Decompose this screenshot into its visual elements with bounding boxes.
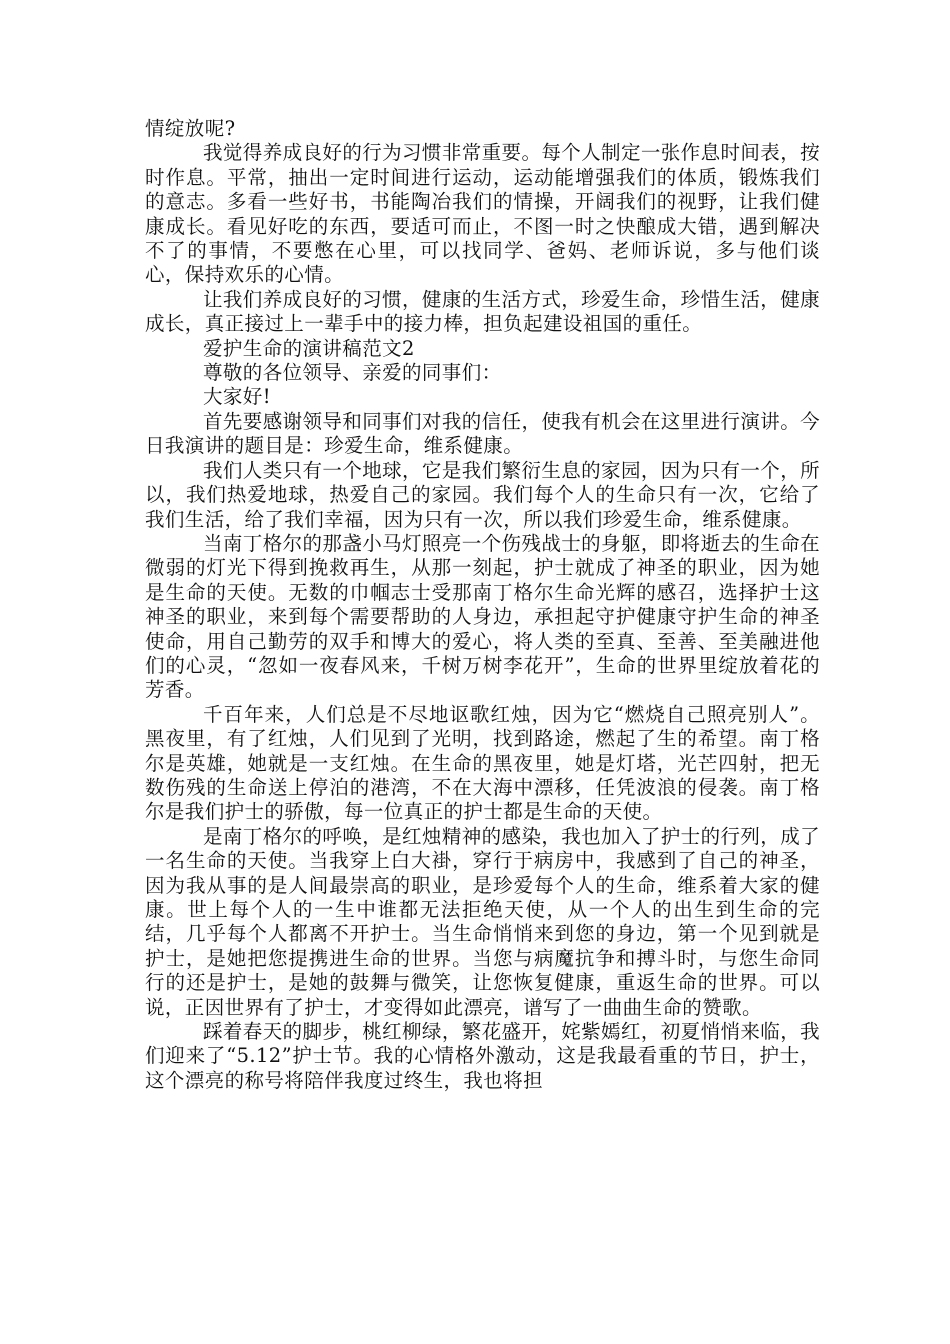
section-heading: 爱护生命的演讲稿范文2: [203, 336, 415, 360]
paragraph: 千百年来，人们总是不尽地讴歌红烛，因为它“燃烧自己照亮别人”。黑夜里，有了红烛，人们见到了光明，找到路途，燃起了生的希望。南丁格尔是英雄，她就是一支红烛。在生命的黑夜里，她是灯塔，光芒四射，把无数伤残的生命送上停泊的港湾，不在大海中漂移，任凭波浪的侵袭。南丁格尔是我们护士的骄傲，每一位真正的护士都是生命的天使。: [145, 702, 820, 824]
paragraph: 当南丁格尔的那盏小马灯照亮一个伤残战士的身躯，即将逝去的生命在微弱的灯光下得到挽救再生，从那一刻起，护士就成了神圣的职业，因为她是生命的天使。无数的巾帼志士受那南丁格尔生命光辉的感召，选择护士这神圣的职业，来到每个需要帮助的人身边，承担起守护健康守护生命的神圣使命，用自己勤劳的双手和博大的爱心，将人类的至真、至善、至美融进他们的心灵，“忽如一夜春风来，千树万树李花开”，生命的世界里绽放着花的芳香。: [145, 531, 820, 702]
paragraph: 我觉得养成良好的行为习惯非常重要。每个人制定一张作息时间表，按时作息。平常，抽出一定时间进行运动，运动能增强我们的体质，锻炼我们的意志。多看一些好书，书能陶冶我们的情操，开阔我们的视野，让我们健康成长。看见好吃的东西，要适可而止，不图一时之快酿成大错，遇到解决不了的事情，不要憋在心里，可以找同学、爸妈、老师诉说，多与他们谈心，保持欢乐的心情。: [145, 141, 820, 287]
paragraph: 首先要感谢领导和同事们对我的信任，使我有机会在这里进行演讲。今日我演讲的题目是：珍爱生命，维系健康。: [145, 409, 820, 458]
salutation: 尊敬的各位领导、亲爱的同事们：: [203, 361, 502, 385]
paragraph: 是南丁格尔的呼唤，是红烛精神的感染，我也加入了护士的行列，成了一名生命的天使。当我穿上白大褂，穿行于病房中，我感到了自己的神圣，因为我从事的是人间最崇高的职业，是珍爱每个人的生命，维系着大家的健康。世上每个人的一生中谁都无法拒绝天使，从一个人的出生到生命的完结，几乎每个人都离不开护士。当生命悄悄来到您的身边，第一个见到就是护士，是她把您提携进生命的世界。当您与病魔抗争和搏斗时，与您生命同行的还是护士，是她的鼓舞与微笑，让您恢复健康，重返生命的世界。可以说，正因世界有了护士，才变得如此漂亮，谱写了一曲曲生命的赞歌。: [145, 824, 820, 1019]
greeting: 大家好!: [203, 385, 271, 409]
paragraph: 让我们养成良好的习惯，健康的生活方式，珍爱生命，珍惜生活，健康成长，真正接过上一辈手中的接力棒，担负起建设祖国的重任。: [145, 287, 820, 336]
paragraph: 踩着春天的脚步，桃红柳绿，繁花盛开，姹紫嫣红，初夏悄悄来临，我们迎来了“5.12”护士节。我的心情格外激动，这是我最看重的节日，护士，这个漂亮的称号将陪伴我度过终生，我也将担: [145, 1020, 820, 1092]
document-page: [145, 117, 820, 1093]
paragraph: 情绽放呢?: [145, 117, 236, 140]
paragraph: 我们人类只有一个地球，它是我们繁衍生息的家园，因为只有一个，所以，我们热爱地球，热爱自己的家园。我们每个人的生命只有一次，它给了我们生活，给了我们幸福，因为只有一次，所以我们珍爱生命，维系健康。: [145, 458, 820, 531]
